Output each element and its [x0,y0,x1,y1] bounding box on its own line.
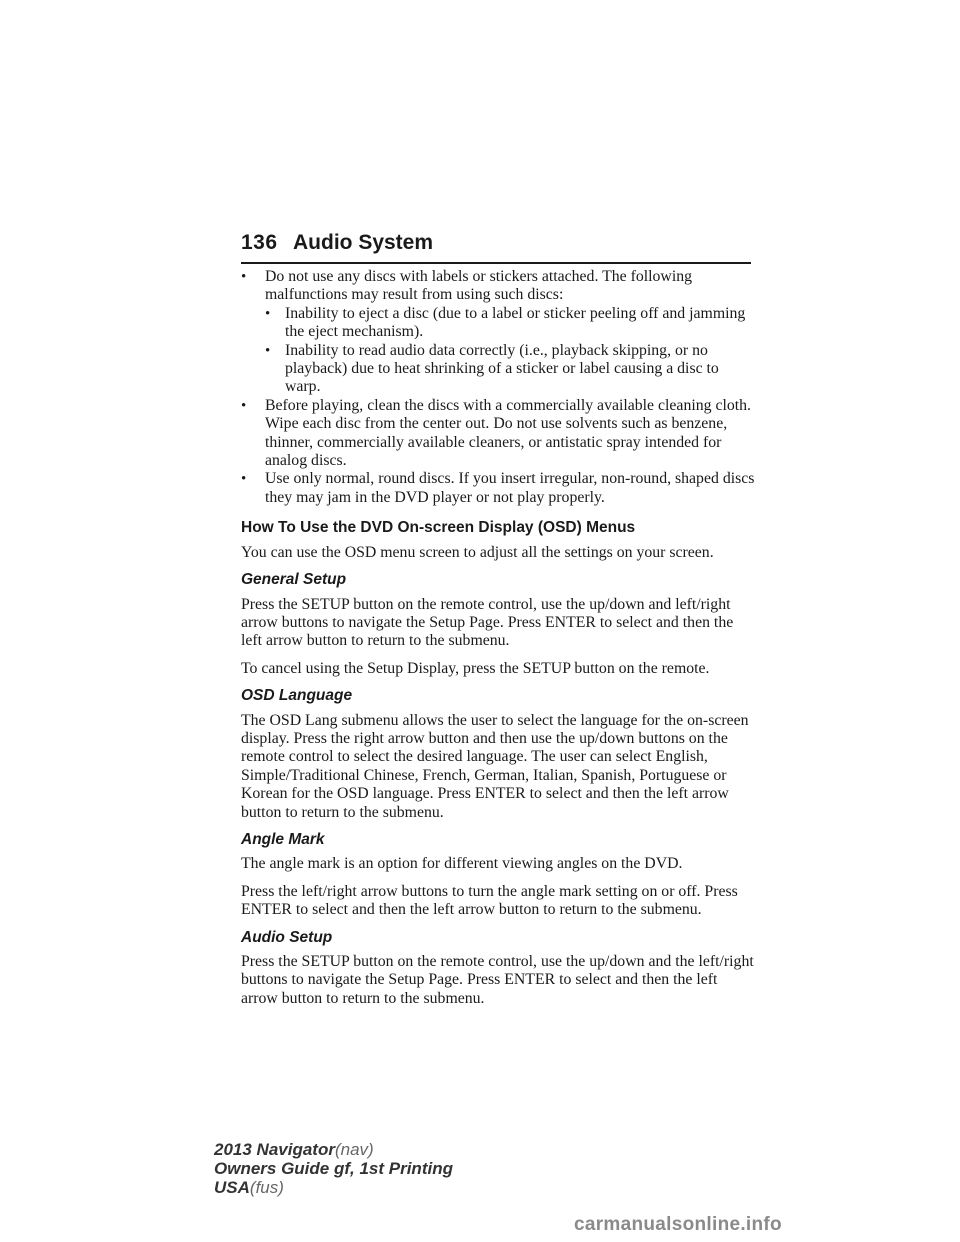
list-item-text: Before playing, clean the discs with a commercially available cleaning cloth. Wipe each disc from the center out. Do not use solvents such as benzene, thinner, commercially available cleaners, or antistatic spray intended for analog discs. [265,396,752,470]
angle-mark-paragraph: The angle mark is an option for different viewing angles on the DVD. [241,855,683,873]
footer-model-code: (nav) [334,1140,374,1159]
general-setup-paragraph: Press the SETUP button on the remote control, use the up/down and left/right arrow buttons to navigate the Setup Page. Press ENTER to select and then the left arrow button to return to the submenu. [241,595,734,650]
document-footer [214,1140,453,1197]
audio-setup-paragraph: Press the SETUP button on the remote control, use the up/down and the left/right buttons to navigate the Setup Page. Press ENTER to select and then the left arrow button to return to the submenu. [241,953,754,1007]
header-rule [241,262,751,264]
bullet-icon: • [241,397,247,414]
list-item-text: Do not use any discs with labels or stickers attached. The following malfunctions may result from using such discs: [265,268,693,304]
audio-setup-heading: Audio Setup [241,928,333,946]
sub-list-item [265,342,756,397]
osd-intro: You can use the OSD menu screen to adjust all the settings on your screen. [241,543,714,561]
list-item-text: Use only normal, round discs. If you insert irregular, non-round, shaped discs they may jam in the DVD player or not play properly. [265,470,755,506]
footer-guide: Owners Guide gf, 1st Printing [214,1159,453,1178]
osd-heading: How To Use the DVD On-screen Display (OSD) Menus [241,519,636,537]
list-item [241,397,756,471]
list-item [241,268,756,397]
sub-list-item-text: Inability to eject a disc (due to a label or sticker peeling off and jamming the eject mechanism). [285,304,746,341]
osd-language-heading: OSD Language [241,687,353,705]
disc-care-list [241,268,756,507]
angle-mark-heading: Angle Mark [241,830,325,848]
footer-region-code: (fus) [249,1178,284,1197]
sub-list [265,305,756,397]
page-content [241,268,756,1017]
general-setup-cancel-paragraph: To cancel using the Setup Display, press the SETUP button on the remote. [241,659,710,677]
section-title: Audio System [293,231,434,254]
watermark-link[interactable]: carmanualsonline.info [574,1214,782,1235]
bullet-icon: • [265,305,271,322]
bullet-icon: • [265,342,271,359]
bullet-icon: • [241,471,247,488]
osd-language-paragraph: The OSD Lang submenu allows the user to select the language for the on-screen display. Press the right arrow button and then use the up/down buttons on the remote control to select the desired language. The user can select English, Simple/Traditional Chinese, French, German, Italian, Spanish, Portuguese or Korean for the OSD language. Press ENTER to select and then the left arrow button to return to the submenu. [241,711,749,821]
page-header [241,231,741,263]
footer-region: USA [214,1178,250,1197]
general-setup-heading: General Setup [241,571,347,589]
angle-mark-instructions: Press the left/right arrow buttons to turn the angle mark setting on or off. Press ENTER to select and then the left arrow button to return to the submenu. [241,882,738,919]
footer-model: 2013 Navigator [214,1140,335,1159]
sub-list-item [265,305,756,342]
bullet-icon: • [241,269,247,285]
page-number: 136 [241,231,278,254]
sub-list-item-text: Inability to read audio data correctly (i.e., playback skipping, or no playback) due to heat shrinking of a sticker or label causing a disc to warp. [285,341,719,396]
list-item [241,470,756,507]
